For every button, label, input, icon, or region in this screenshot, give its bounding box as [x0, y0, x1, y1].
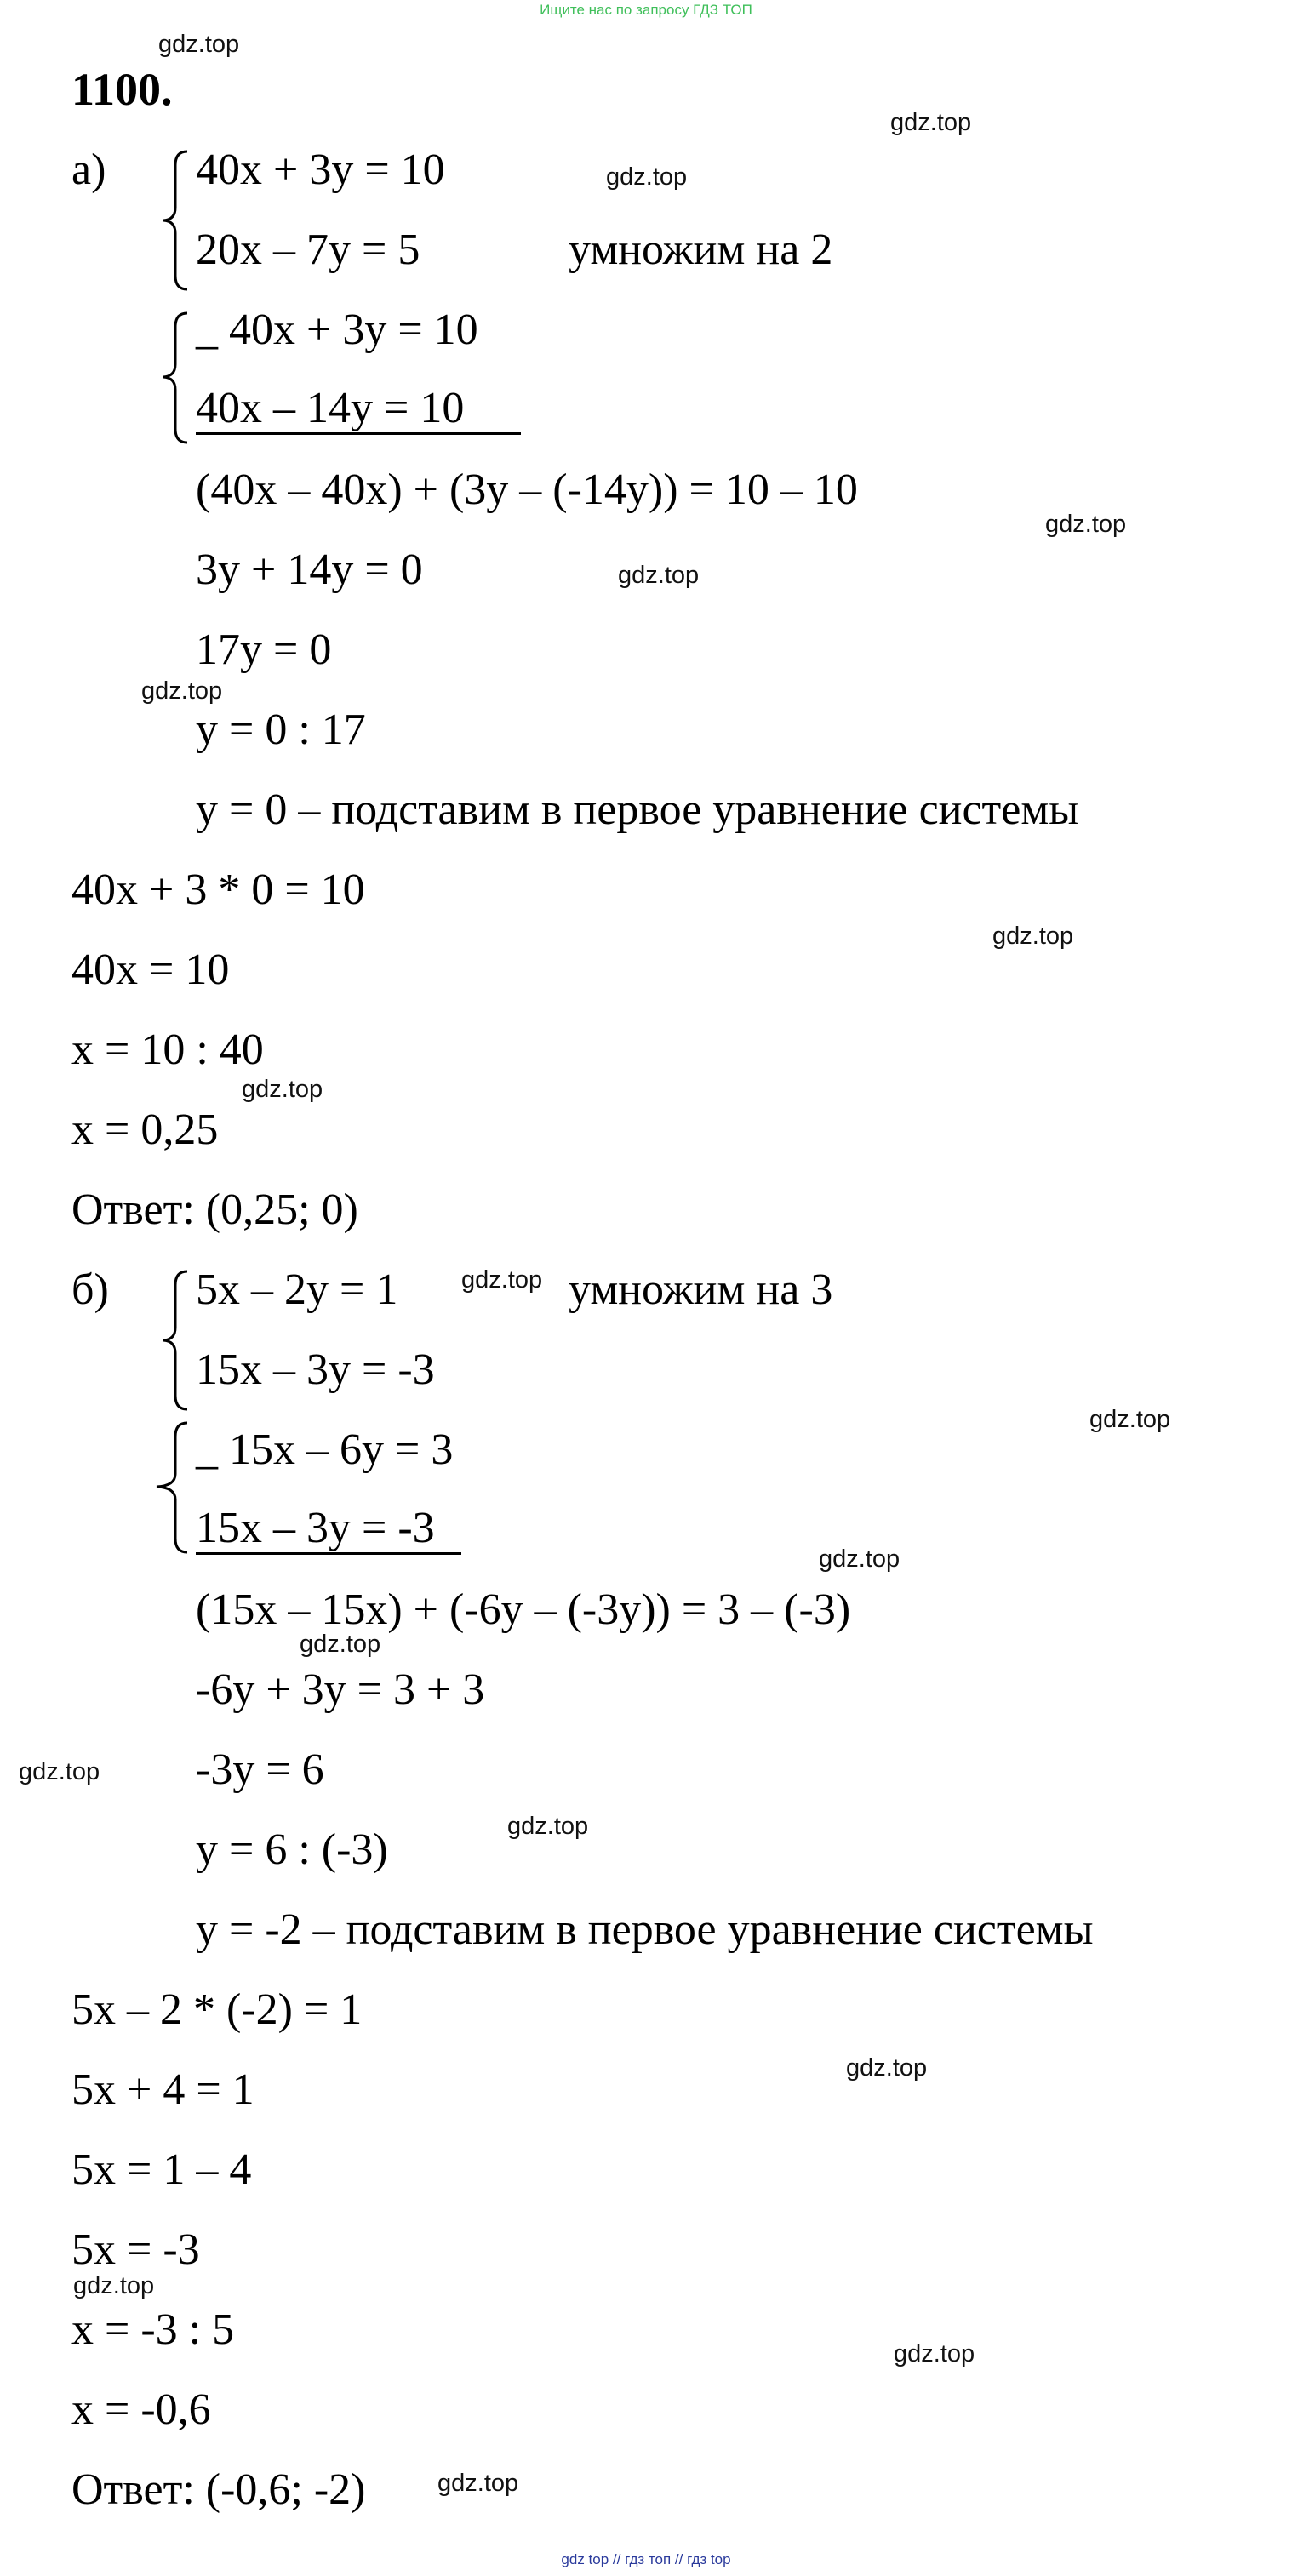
part-a-eq-1: 40x + 3y = 10 — [196, 146, 445, 194]
part-a-x-1: 40x + 3 * 0 = 10 — [71, 865, 365, 914]
search-banner: Ищите нас по запросу ГДЗ ТОП — [540, 2, 752, 18]
part-b-eq-1: 5x – 2y = 1 — [196, 1265, 398, 1314]
watermark: gdz.top — [158, 31, 240, 58]
part-b-x-3: 5x = 1 – 4 — [71, 2145, 252, 2194]
watermark: gdz.top — [437, 2470, 519, 2497]
part-b-step-4: y = 6 : (-3) — [196, 1825, 388, 1874]
watermark: gdz.top — [1089, 1406, 1171, 1433]
part-b-x-1: 5x – 2 * (-2) = 1 — [71, 1985, 363, 2034]
watermark: gdz.top — [141, 677, 223, 705]
part-b-step-5: y = -2 – подставим в первое уравнение системы — [196, 1905, 1094, 1954]
part-b-x-5: x = -3 : 5 — [71, 2305, 235, 2354]
part-b-step-1: (15x – 15x) + (-6y – (-3y)) = 3 – (-3) — [196, 1585, 851, 1634]
part-b-label: б) — [71, 1265, 109, 1314]
part-a-sub-brace — [158, 310, 192, 446]
part-b-step-3: -3y = 6 — [196, 1745, 324, 1794]
part-a-sub-1: _ 40x + 3y = 10 — [196, 306, 478, 354]
part-b-note: умножим на 3 — [569, 1265, 833, 1314]
part-b-x-2: 5x + 4 = 1 — [71, 2065, 254, 2114]
part-a-step-5: y = 0 – подставим в первое уравнение системы — [196, 785, 1079, 834]
part-a-step-3: 17y = 0 — [196, 625, 332, 674]
watermark: gdz.top — [992, 922, 1074, 950]
watermark: gdz.top — [300, 1631, 381, 1658]
part-b-sub-2: 15x – 3y = -3 — [196, 1505, 461, 1555]
part-b-eq-2: 15x – 3y = -3 — [196, 1345, 435, 1394]
watermark: gdz.top — [1045, 511, 1127, 538]
part-a-label: а) — [71, 146, 106, 194]
watermark: gdz.top — [894, 2340, 975, 2368]
part-a-answer: Ответ: (0,25; 0) — [71, 1185, 358, 1234]
part-b-sub-brace — [151, 1419, 192, 1556]
watermark: gdz.top — [507, 1813, 589, 1840]
watermark: gdz.top — [242, 1076, 323, 1103]
part-a-system-brace — [158, 148, 192, 293]
part-a-step-4: y = 0 : 17 — [196, 705, 366, 754]
part-a-step-2: 3y + 14y = 0 — [196, 545, 423, 594]
part-b-answer: Ответ: (-0,6; -2) — [71, 2465, 366, 2514]
watermark: gdz.top — [890, 109, 972, 136]
part-a-x-3: x = 10 : 40 — [71, 1025, 264, 1074]
part-a-x-2: 40x = 10 — [71, 945, 230, 994]
watermark: gdz.top — [606, 163, 688, 191]
part-a-note: умножим на 2 — [569, 226, 833, 274]
part-b-step-2: -6y + 3y = 3 + 3 — [196, 1665, 485, 1714]
watermark: gdz.top — [461, 1266, 543, 1294]
part-b-x-6: x = -0,6 — [71, 2385, 211, 2434]
watermark: gdz.top — [19, 1758, 100, 1785]
part-b-system-brace — [158, 1268, 192, 1413]
part-a-eq-2: 20x – 7y = 5 — [196, 226, 420, 274]
watermark: gdz.top — [846, 2054, 928, 2082]
watermark: gdz.top — [618, 562, 700, 589]
watermark: gdz.top — [819, 1545, 900, 1573]
part-a-step-1: (40x – 40x) + (3y – (-14y)) = 10 – 10 — [196, 466, 858, 514]
watermark: gdz.top — [73, 2272, 155, 2299]
problem-number: 1100. — [71, 64, 173, 115]
part-b-x-4: 5x = -3 — [71, 2225, 200, 2274]
part-b-sub-1: _ 15x – 6y = 3 — [196, 1425, 454, 1474]
part-a-sub-2: 40x – 14y = 10 — [196, 385, 521, 435]
part-a-x-4: x = 0,25 — [71, 1105, 219, 1154]
footer-banner: gdz top // гдз топ // гдз top — [561, 2551, 731, 2567]
